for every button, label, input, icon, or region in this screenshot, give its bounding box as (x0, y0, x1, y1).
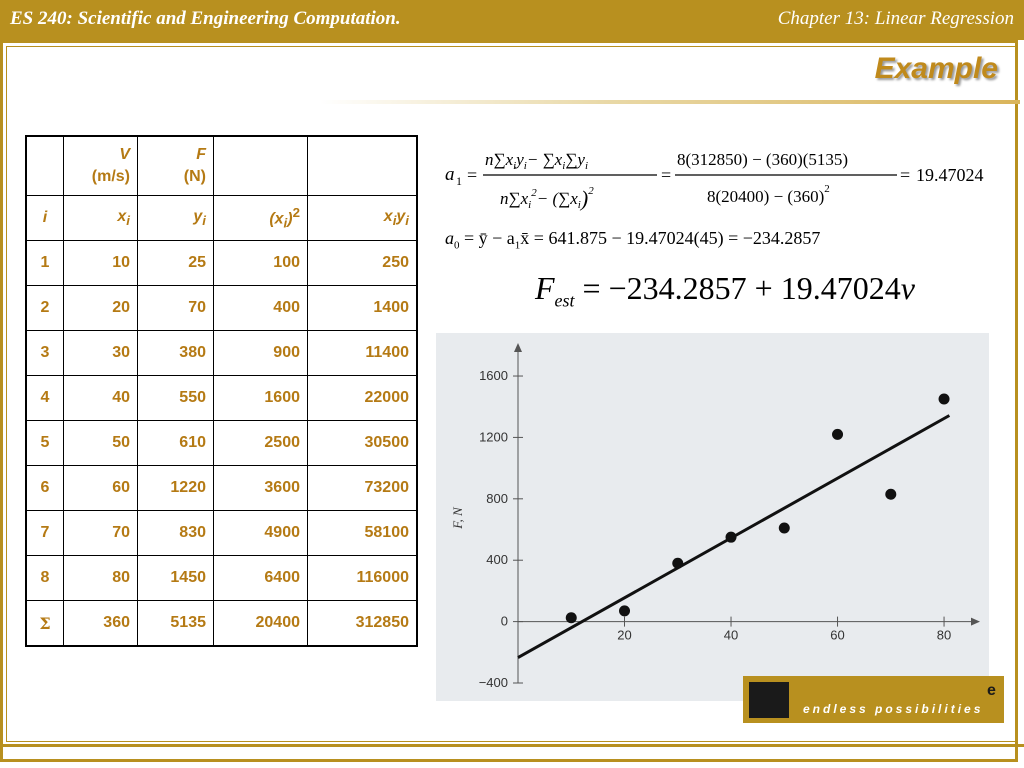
cell-x-squared: 900 (214, 331, 308, 376)
svg-text:8(20400) − (360)2: $8(20400) - (360)^2$ (707, 183, 830, 206)
cell-xy: 250 (308, 241, 418, 286)
x-tick-label: 40 (723, 627, 739, 643)
a1-subscript: 1 (456, 174, 462, 188)
a1-symbol: a (445, 164, 455, 185)
cell-index: 6 (26, 466, 64, 511)
x-axis-arrow (971, 618, 980, 626)
cell-y: 1450 (138, 556, 214, 601)
cell-y: 610 (138, 421, 214, 466)
header-cell-empty-1 (214, 136, 308, 196)
table-row (26, 511, 417, 556)
header-cell-v: V (m/s) (64, 136, 138, 196)
x-tick-label: 60 (830, 627, 845, 643)
brand-logo (743, 676, 1004, 723)
cell-xy: 22000 (308, 376, 418, 421)
cell-index: 4 (26, 376, 64, 421)
cell-x-squared: 2500 (214, 421, 308, 466)
table-header-row-1 (26, 136, 417, 196)
header-bar (0, 0, 1024, 40)
cell-y: 1220 (138, 466, 214, 511)
y-tick-label: 1600 (479, 368, 508, 384)
intercept-equation: $a_0$ = ȳ − $a_1x̄ = 641.875 - 19.47024(45) = -234.2857$ (445, 228, 821, 252)
regression-chart (436, 333, 989, 701)
numeric-numerator: 8(312850) − (360)(5135) (677, 150, 849, 169)
cell-x: 30 (64, 331, 138, 376)
x-tick-label: 20 (617, 627, 632, 643)
course-title: ES 240: Scientific and Engineering Computation. (10, 8, 401, 29)
header-cell-blank (26, 136, 64, 196)
header-cell-f: F (N) (138, 136, 214, 196)
cell-xy: 58100 (308, 511, 418, 556)
fitted-model-equation: $F_{est} = -234.2857 + 19.47024v$ (535, 270, 915, 311)
data-point (566, 612, 577, 623)
cell-x: 40 (64, 376, 138, 421)
slope-equation (445, 140, 1005, 220)
data-point (726, 532, 737, 543)
cell-x: 10 (64, 241, 138, 286)
table-row (26, 241, 417, 286)
header-cell-xiyi: $x_iy_i$ (308, 196, 418, 241)
y-axis-label: F, N (450, 507, 465, 529)
svg-text:n∑xi2− (∑xi)2: $n\sum x_i^2- (\sum x_i)^2$ (500, 185, 594, 211)
header-cell-xi: $x_i$ (64, 196, 138, 241)
cell-x-squared: 1600 (214, 376, 308, 421)
cell-x-squared: 100 (214, 241, 308, 286)
cell-x: 80 (64, 556, 138, 601)
data-point (619, 605, 630, 616)
bottom-rule (0, 744, 1024, 747)
cell-y: 380 (138, 331, 214, 376)
cell-index: 7 (26, 511, 64, 556)
cell-sum-xy: 312850 (308, 601, 418, 647)
logo-letter: e (987, 682, 996, 699)
cell-xy: 116000 (308, 556, 418, 601)
cell-x: 50 (64, 421, 138, 466)
data-point (672, 558, 683, 569)
x-tick-label: 80 (936, 627, 952, 643)
cell-xy: 30500 (308, 421, 418, 466)
numeric-fraction (675, 150, 897, 206)
table-sum-row (26, 601, 417, 647)
y-tick-label: 1200 (479, 429, 508, 445)
cell-y: 550 (138, 376, 214, 421)
cell-xy: 11400 (308, 331, 418, 376)
logo-mark (749, 682, 789, 718)
header-cell-empty-2 (308, 136, 418, 196)
table-row (26, 466, 417, 511)
cell-index: 5 (26, 421, 64, 466)
cell-sum-y: 5135 (138, 601, 214, 647)
cell-sum-x: 360 (64, 601, 138, 647)
cell-x: 70 (64, 511, 138, 556)
data-point (832, 429, 843, 440)
cell-x-squared: 3600 (214, 466, 308, 511)
table-row (26, 331, 417, 376)
cell-y: 830 (138, 511, 214, 556)
cell-x-squared: 400 (214, 286, 308, 331)
cell-x-squared: 4900 (214, 511, 308, 556)
cell-x-squared: 6400 (214, 556, 308, 601)
symbolic-fraction (483, 150, 657, 211)
data-point (939, 394, 950, 405)
cell-y: 70 (138, 286, 214, 331)
a1-result: 19.47024 (916, 165, 984, 185)
header-cell-i: i (26, 196, 64, 241)
header-cell-yi: $y_i$ (138, 196, 214, 241)
y-tick-label: 0 (500, 613, 508, 629)
y-tick-label: 800 (486, 490, 508, 506)
cell-sum-x-squared: 20400 (214, 601, 308, 647)
table-row (26, 376, 417, 421)
numeric-denominator: 8(20400) − (360) (707, 187, 825, 206)
svg-text:n∑xiyi− ∑xi∑yi: $n\sum x_iy_i- \sum x_i\sum y_i$ (485, 150, 589, 172)
title-underline (320, 100, 1020, 104)
cell-xy: 73200 (308, 466, 418, 511)
y-axis-arrow (514, 343, 522, 352)
equals-sign-2: = (661, 165, 672, 185)
logo-tagline: endless possibilities (803, 702, 984, 716)
equals-sign-1: = (467, 165, 478, 185)
y-tick-label: 400 (486, 552, 508, 568)
table-row (26, 286, 417, 331)
cell-y: 25 (138, 241, 214, 286)
table-row (26, 421, 417, 466)
cell-xy: 1400 (308, 286, 418, 331)
y-tick-label: −400 (478, 675, 508, 690)
cell-sigma: Σ (26, 601, 64, 647)
table-header-row-2 (26, 196, 417, 241)
regression-plot (436, 333, 989, 701)
cell-x: 20 (64, 286, 138, 331)
cell-index: 1 (26, 241, 64, 286)
data-point (779, 522, 790, 533)
chapter-title: Chapter 13: Linear Regression (777, 8, 1014, 29)
cell-index: 2 (26, 286, 64, 331)
cell-index: 3 (26, 331, 64, 376)
cell-x: 60 (64, 466, 138, 511)
cell-index: 8 (26, 556, 64, 601)
header-cell-xi-squared: $(x_i)^2$ (214, 196, 308, 241)
data-point (885, 489, 896, 500)
data-table (25, 135, 418, 647)
table-row (26, 556, 417, 601)
slide-title: Example (874, 52, 998, 85)
equals-sign-3: = (900, 165, 911, 185)
